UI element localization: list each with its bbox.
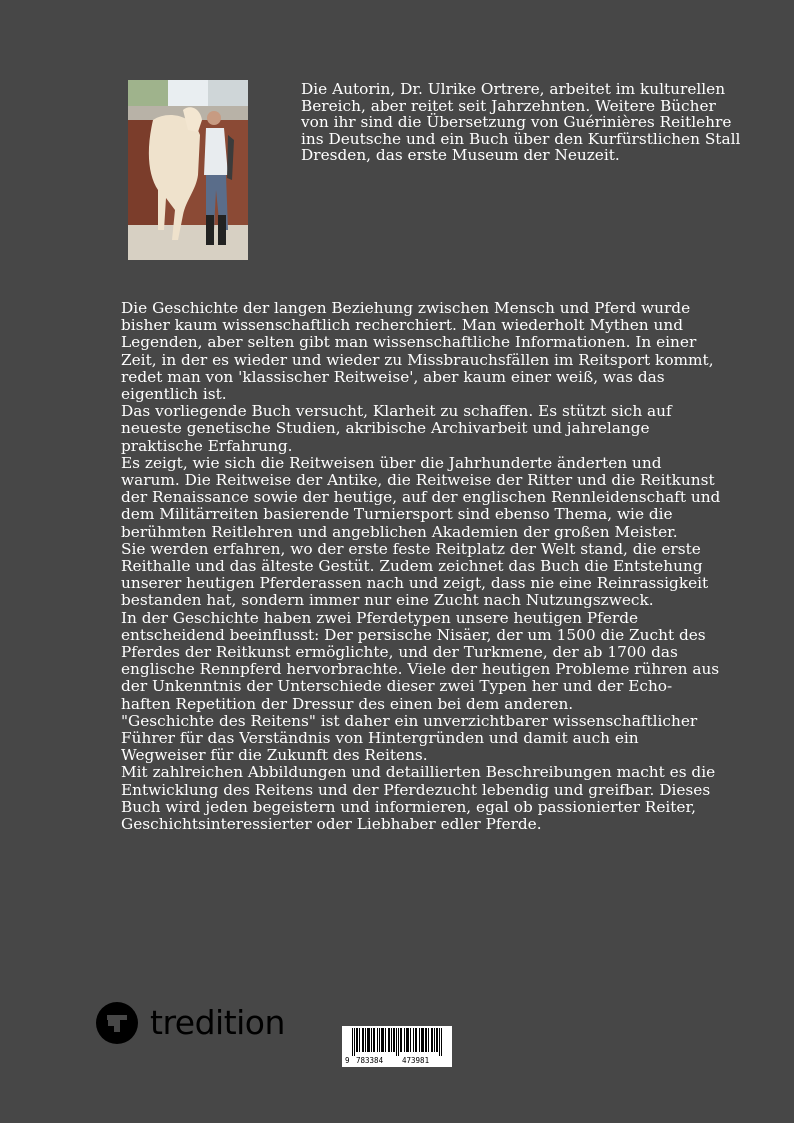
barcode-digits-left: 783384 xyxy=(356,1056,384,1065)
barcode-digits-right: 473981 xyxy=(402,1056,430,1065)
barcode-digits xyxy=(342,1056,452,1066)
author-photo xyxy=(128,80,248,260)
publisher-name: tredition xyxy=(150,1003,285,1042)
blurb-paragraph: Das vorliegende Buch versucht, Klarheit zu schaffen. Es stützt sich auf neueste genetische Studien, akribische Archivarbeit und jahrelange praktische Erfahrung. xyxy=(121,402,672,455)
blurb-paragraph: Mit zahlreichen Abbildungen und detaillierten Beschreibungen macht es die Entwicklung des Reitens und der Pferdezucht lebendig und greifbar. Dieses Buch wird jeden begeistern und informieren, egal ob passionierter Reiter, Geschichtsinteressierter oder Liebhaber edler Pferde. xyxy=(121,763,716,834)
author-photo-image xyxy=(128,80,248,260)
author-bio: Die Autorin, Dr. Ulrike Ortrere, arbeitet im kulturellen Bereich, aber reitet seit Jahrzehnten. Weitere Bücher von ihr sind die Übersetzung von Guérinières Reitlehre ins Deutsche und ein Buch über den Kurfürstlichen Stall Dresden, das erste Museum der Neuzeit. xyxy=(301,80,741,164)
blurb-paragraph: Sie werden erfahren, wo der erste feste Reitplatz der Welt stand, die erste Reithalle und das älteste Gestüt. Zudem zeichnet das Buch die Entstehung unserer heutigen Pferderassen nach und zeigt, dass nie eine Reinrassigkeit bestanden hat, sondern immer nur eine Zucht nach Nutzungszweck. xyxy=(121,539,709,610)
blurb-paragraph: Es zeigt, wie sich die Reitweisen über die Jahrhunderte änderten und warum. Die Reitweise der Antike, die Reitweise der Ritter und die Reitkunst der Renaissance sowie der heutige, auf der englischen Rennleidenschaft und dem Militärreiten basierende Turniersport sind ebenso Thema, wie die berühmten Reitlehren und angeblichen Akademien der großen Meister. xyxy=(121,453,721,541)
blurb-paragraph: In der Geschichte haben zwei Pferdetypen unsere heutigen Pferde entscheidend beeinflusst: Der persische Nisäer, der um 1500 die Zucht des Pferdes der Reitkunst ermöglichte, und der Turkmene, der ab 1700 das englische Rennpferd hervorbrachte. Viele der heutigen Probleme rühren aus der Unkenntnis der Unterschiede dieser zwei Typen her und der Echo-haften Repetition der Dressur des einen bei dem anderen. xyxy=(121,608,720,713)
book-blurb xyxy=(121,300,721,833)
blurb-paragraph: Die Geschichte der langen Beziehung zwischen Mensch und Pferd wurde bisher kaum wissenschaftlich recherchiert. Man wiederholt Mythen und Legenden, aber selten gibt man wissenschaftliche Informationen. In einer Zeit, in der es wieder und wieder zu Missbrauchsfällen im Reitsport kommt, redet man von 'klassischer Reitweise', aber kaum einer weiß, was das eigentlich ist. xyxy=(121,299,714,404)
publisher-logo xyxy=(96,1000,316,1046)
barcode-digit-first: 9 xyxy=(345,1056,350,1065)
barcode xyxy=(342,1026,452,1067)
barcode-icon xyxy=(342,1026,452,1058)
blurb-paragraph: "Geschichte des Reitens" ist daher ein unverzichtbarer wissenschaftlicher Führer für das Verständnis von Hintergründen und damit auch ein Wegweiser für die Zukunft des Reitens. xyxy=(121,711,698,765)
publisher-logo-icon xyxy=(96,1002,138,1044)
